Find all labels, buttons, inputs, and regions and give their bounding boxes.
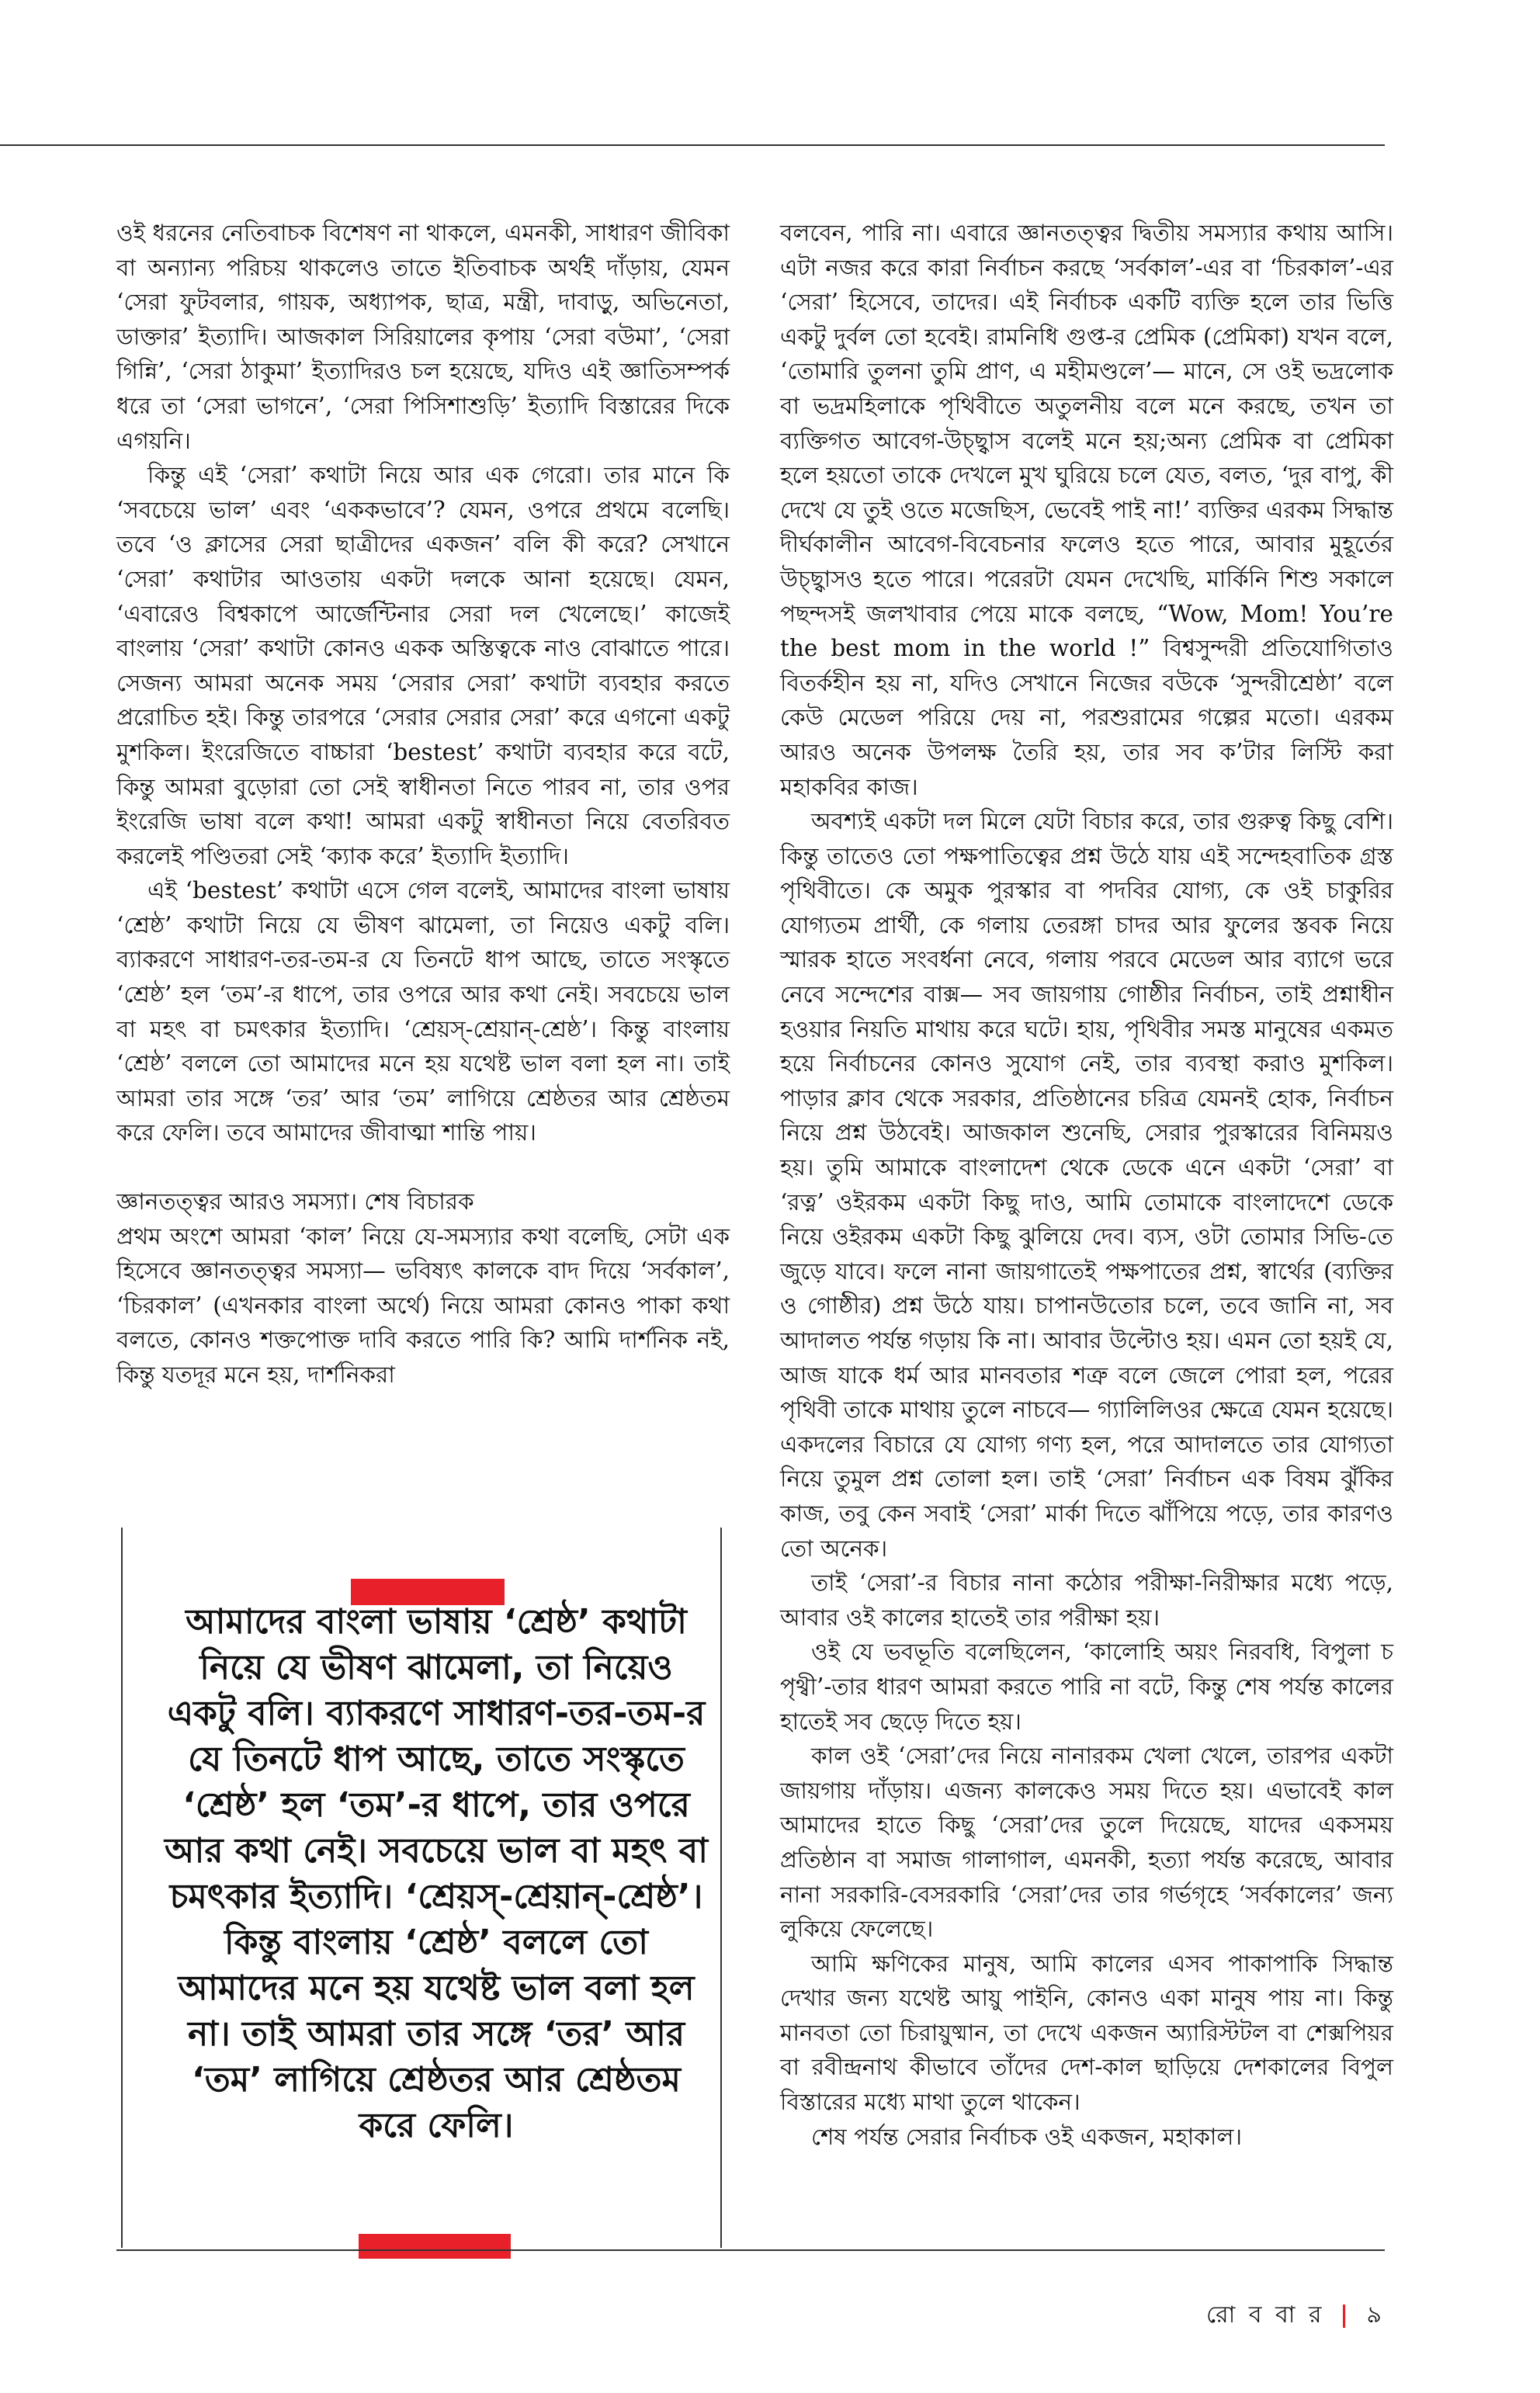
right-paragraph-1: বলবেন, পারি না। এবারে জ্ঞানতত্ত্বর দ্বিতীয় সমস্যার কথায় আসি। এটা নজর করে কারা নির্বাচন করছে ‘সর্বকাল’-এর বা ‘চিরকাল’-এর ‘সেরা’ হিসেবে, তাদের। এই নির্বাচক একটি ব্যক্তি হলে তার ভিত্তি একটু দুর্বল তো হবেই। রামনিধি গুপ্ত-র প্রেমিক (প্রেমিকা) যখন বলে, ‘তোমারি তুলনা তুমি প্রাণ, এ মহীমণ্ডলে’— মানে, সে ওই ভদ্রলোক বা ভদ্রমহিলাকে পৃথিবীতে অতুলনীয় বলে মনে করছে, তখন তা ব্যক্তিগত আবেগ-উচ্ছ্বাস বলেই মনে হয়;অন্য প্রেমিক বা প্রেমিকা হলে হয়তো তাকে দেখলে মুখ ঘুরিয়ে চলে যেত, বলত, ‘দুর বাপু, কী দেখে যে তুই ওতে মজেছিস, ভেবেই পাই না!’ ব্যক্তির এরকম সিদ্ধান্ত দীর্ঘকালীন আবেগ-বিবেচনার ফলেও হতে পারে, আবার মুহূর্তের উচ্ছ্বাসও হতে পারে। পরেরটা যেমন দেখেছি, মার্কিনি শিশু সকালে পছন্দসই জলখাবার পেয়ে মাকে বলছে, “Wow, Mom! You’re the best mom in the world !” বিশ্বসুন্দরী প্রতিযোগিতাও বিতর্কহীন হয় না, যদিও সেখানে নিজের বউকে ‘সুন্দরীশ্রেষ্ঠা’ বলে কেউ মেডেল পরিয়ে দেয় না, পরশুরামের গল্পের মতো। এরকম আরও অনেক উপলক্ষ তৈরি হয়, তার সব ক’টার লিস্টি করা মহাকবির কাজ।	[780, 220, 1393, 800]
magazine-name: রো ব বা র	[1205, 2301, 1325, 2329]
right-paragraph-5: কাল ওই ‘সেরা’দের নিয়ে নানারকম খেলা খেলে, তারপর একটা জায়গায় দাঁড়ায়। এজন্য কালকেও সময় দিতে হয়। এভাবেই কাল আমাদের হাতে কিছু ‘সেরা’দের তুলে দিয়েছে, যাদের একসময় প্রতিষ্ঠান বা সমাজ গালাগাল, এমনকী, হত্যা পর্যন্ত করেছে, আবার নানা সরকারি-বেসরকারি ‘সেরা’দের তার গর্ভগৃহে ‘সর্বকালের’ জন্য লুকিয়ে ফেলেছে।	[780, 1743, 1393, 1943]
page-footer	[1206, 2296, 1385, 2336]
left-paragraph-4: প্রথম অংশে আমরা ‘কাল’ নিয়ে যে-সমস্যার কথা বলেছি, সেটা এক হিসেবে জ্ঞানতত্ত্বর সমস্যা— ভবিষ্যৎ কালকে বাদ দিয়ে ‘সর্বকাল’, ‘চিরকাল’ (এখনকার বাংলা অর্থে) নিয়ে আমরা কোনও পাকা কথা বলতে, কোনও শক্তপোক্ত দাবি করতে পারি কি? আমি দার্শনিক নই, কিন্তু যতদূর মনে হয়, দার্শনিকরা	[116, 1223, 730, 1388]
right-column	[780, 216, 1393, 2154]
bottom-rule	[116, 2249, 1385, 2251]
page-number: ৯	[1366, 2301, 1385, 2329]
left-column	[116, 216, 730, 1392]
right-paragraph-3: তাই ‘সেরা’-র বিচার নানা কঠোর পরীক্ষা-নিরীক্ষার মধ্যে পড়ে, আবার ওই কালের হাতেই তার পরীক্ষা হয়।	[780, 1569, 1393, 1631]
right-paragraph-6: আমি ক্ষণিকের মানুষ, আমি কালের এসব পাকাপাকি সিদ্ধান্ত দেখার জন্য যথেষ্ট আয়ু পাইনি, কোনও একা মানুষ পায় না। কিন্তু মানবতা তো চিরায়ুষ্মান, তা দেখে একজন অ্যারিস্টটল বা শেক্সপিয়র বা রবীন্দ্রনাথ কীভাবে তাঁদের দেশ-কাল ছাড়িয়ে দেশকালের বিপুল বিস্তারের মধ্যে মাথা তুলে থাকেন।	[780, 1950, 1393, 2116]
section-heading: জ্ঞানতত্ত্বর আরও সমস্যা। শেষ বিচারক	[116, 1188, 474, 1216]
top-rule	[0, 144, 1385, 146]
column-divider	[720, 1528, 722, 2248]
left-paragraph-1: ওই ধরনের নেতিবাচক বিশেষণ না থাকলে, এমনকী, সাধারণ জীবিকা বা অন্যান্য পরিচয় থাকলেও তাতে ইতিবাচক অর্থই দাঁড়ায়, যেমন ‘সেরা ফুটবলার, গায়ক, অধ্যাপক, ছাত্র, মন্ত্রী, দাবাড়ু, অভিনেতা, ডাক্তার’ ইত্যাদি। আজকাল সিরিয়ালের কৃপায় ‘সেরা বউমা’, ‘সেরা গিন্নি’, ‘সেরা ঠাকুমা’ ইত্যাদিরও চল হয়েছে, যদিও এই জ্ঞাতিসম্পর্ক ধরে তা ‘সেরা ভাগনে’, ‘সেরা পিসিশাশুড়ি’ ইত্যাদি বিস্তারের দিকে এগয়নি।	[116, 220, 730, 454]
right-paragraph-4: ওই যে ভবভূতি বলেছিলেন, ‘কালোহি অয়ং নিরবধি, বিপুলা চ পৃথ্বী’-তার ধারণ আমরা করতে পারি না বটে, কিন্তু শেষ পর্যন্ত কালের হাতেই সব ছেড়ে দিতে হয়।	[780, 1639, 1393, 1735]
right-paragraph-7: শেষ পর্যন্ত সেরার নির্বাচক ওই একজন, মহাকাল।	[811, 2123, 1243, 2150]
left-paragraph-3: এই ‘bestest’ কথাটা এসে গেল বলেই, আমাদের বাংলা ভাষায় ‘শ্রেষ্ঠ’ কথাটা নিয়ে যে ভীষণ ঝামেলা, তা নিয়েও একটু বলি। ব্যাকরণে সাধারণ-তর-তম-র যে তিনটে ধাপ আছে, তাতে সংস্কৃতে ‘শ্রেষ্ঠ’ হল ‘তম’-র ধাপে, তার ওপরে আর কথা নেই। সবচেয়ে ভাল বা মহৎ বা চমৎকার ইত্যাদি। ‘শ্রেয়স্-শ্রেয়ান্-শ্রেষ্ঠ’। কিন্তু বাংলায় ‘শ্রেষ্ঠ’ বললে তো আমাদের মনে হয় যথেষ্ট ভাল বলা হল না। তাই আমরা তার সঙ্গে ‘তর’ আর ‘তম’ লাগিয়ে শ্রেষ্ঠতর আর শ্রেষ্ঠতম করে ফেলি। তবে আমাদের জীবাত্মা শান্তি পায়।	[116, 877, 730, 1146]
footer-separator: |	[1340, 2301, 1351, 2329]
right-paragraph-2: অবশ্যই একটা দল মিলে যেটা বিচার করে, তার গুরুত্ব কিছু বেশি। কিন্তু তাতেও তো পক্ষপাতিত্বের প্রশ্ন উঠে যায় এই সন্দেহবাতিক গ্রস্ত পৃথিবীতে। কে অমুক পুরস্কার বা পদবির যোগ্য, কে ওই চাকুরির যোগ্যতম প্রার্থী, কে গলায় তেরঙ্গা চাদর আর ফুলের স্তবক নিয়ে স্মারক হাতে সংবর্ধনা নেবে, গলায় পরবে মেডেল আর ব্যাগে ভরে নেবে সন্দেশের বাক্স— সব জায়গায় গোষ্ঠীর নির্বাচন, তাই প্রশ্নাধীন হওয়ার নিয়তি মাথায় করে ঘটে। হায়, পৃথিবীর সমস্ত মানুষের একমত হয়ে নির্বাচনের কোনও সুযোগ নেই, তার ব্যবস্থা করাও মুশকিল। পাড়ার ক্লাব থেকে সরকার, প্রতিষ্ঠানের চরিত্র যেমনই হোক, নির্বাচন নিয়ে প্রশ্ন উঠবেই। আজকাল শুনেছি, সেরার পুরস্কারের বিনিময়ও হয়। তুমি আমাকে বাংলাদেশ থেকে ডেকে এনে একটা ‘সেরা’ বা ‘রত্ন’ ওইরকম একটা কিছু দাও, আমি তোমাকে বাংলাদেশে ডেকে নিয়ে ওইরকম একটা কিছু ঝুলিয়ে দেব। ব্যস, ওটা তোমার সিভি-তে জুড়ে যাবে। ফলে নানা জায়গাতেই পক্ষপাতের প্রশ্ন, স্বার্থের (ব্যক্তির ও গোষ্ঠীর) প্রশ্ন উঠে যায়। চাপানউতোর চলে, তবে জানি না, সব আদালত পর্যন্ত গড়ায় কি না। আবার উল্টোও হয়। এমন তো হয়ই যে, আজ যাকে ধর্ম আর মানবতার শত্রু বলে জেলে পোরা হল, পরের পৃথিবী তাকে মাথায় তুলে নাচবে— গ্যালিলিওর ক্ষেত্রে যেমন হয়েছে। একদলের বিচারে যে যোগ্য গণ্য হল, পরে আদালতে তার যোগ্যতা নিয়ে তুমুল প্রশ্ন তোলা হল। তাই ‘সেরা’ নির্বাচন এক বিষম ঝুঁকির কাজ, তবু কেন সবাই ‘সেরা’ মার্কা দিতে ঝাঁপিয়ে পড়ে, তার কারণও তো অনেক।	[780, 808, 1393, 1562]
quote-bottom-red-bar	[359, 2234, 511, 2259]
left-paragraph-2: কিন্তু এই ‘সেরা’ কথাটা নিয়ে আর এক গেরো। তার মানে কি ‘সবচেয়ে ভাল’ এবং ‘এককভাবে’? যেমন, ওপরে প্রথমে বলেছি। তবে ‘ও ক্লাসের সেরা ছাত্রীদের একজন’ বলি কী করে? সেখানে ‘সেরা’ কথাটার আওতায় একটা দলকে আনা হয়েছে। যেমন, ‘এবারেও বিশ্বকাপে আর্জেন্টিনার সেরা দল খেলেছে।’ কাজেই বাংলায় ‘সেরা’ কথাটা কোনও একক অস্তিত্বকে নাও বোঝাতে পারে। সেজন্য আমরা অনেক সময় ‘সেরার সেরা’ কথাটা ব্যবহার করতে প্ররোচিত হই। কিন্তু তারপরে ‘সেরার সেরার সেরা’ করে এগনো একটু মুশকিল। ইংরেজিতে বাচ্চারা ‘bestest’ কথাটা ব্যবহার করে বটে, কিন্তু আমরা বুড়োরা তো সেই স্বাধীনতা নিতে পারব না, তার ওপর ইংরেজি ভাষা বলে কথা! আমরা একটু স্বাধীনতা নিয়ে বেতরিবত করলেই পণ্ডিতরা সেই ‘ক্যাক করে’ ইত্যাদি ইত্যাদি।	[116, 462, 730, 869]
pull-quote-text: আমাদের বাংলা ভাষায় ‘শ্রেষ্ঠ’ কথাটা নিয়ে যে ভীষণ ঝামেলা, তা নিয়েও একটু বলি। ব্যাকরণে সাধারণ-তর-তম-র যে তিনটে ধাপ আছে, তাতে সংস্কৃতে ‘শ্রেষ্ঠ’ হল ‘তম’-র ধাপে, তার ওপরে আর কথা নেই। সবচেয়ে ভাল বা মহৎ বা চমৎকার ইত্যাদি। ‘শ্রেয়স্-শ্রেয়ান্-শ্রেষ্ঠ’। কিন্তু বাংলায় ‘শ্রেষ্ঠ’ বললে তো আমাদের মনে হয় যথেষ্ট ভাল বলা হল না। তাই আমরা তার সঙ্গে ‘তর’ আর ‘তম’ লাগিয়ে শ্রেষ্ঠতর আর শ্রেষ্ঠতম করে ফেলি।	[165, 1602, 708, 2145]
